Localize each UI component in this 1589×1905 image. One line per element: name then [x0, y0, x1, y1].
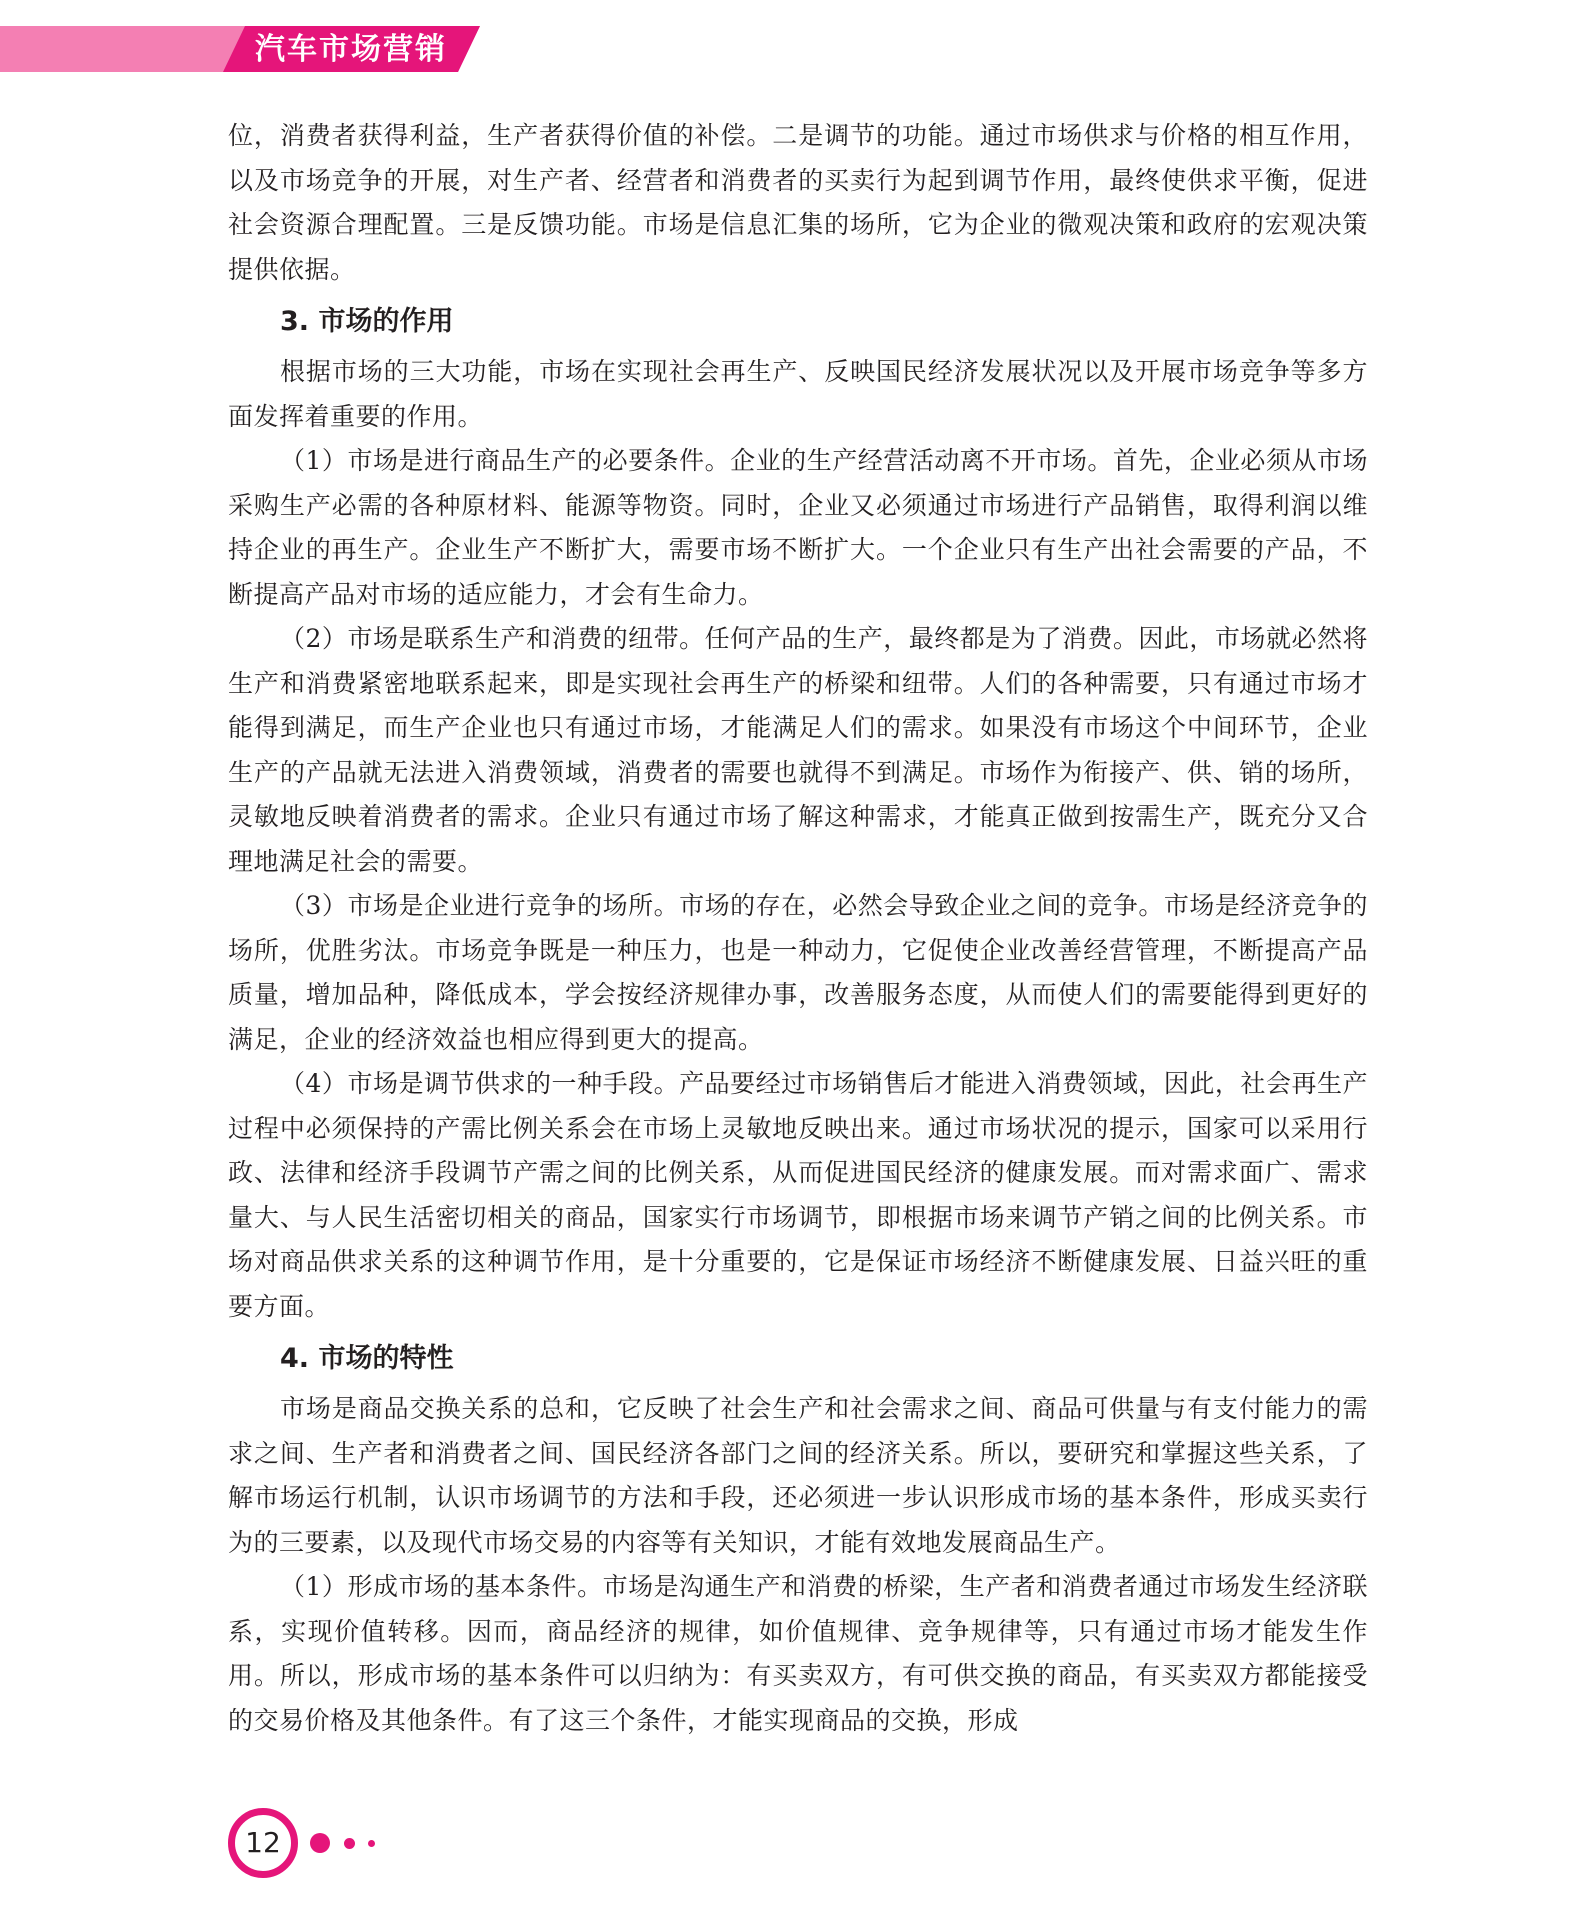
paragraph: （3）市场是企业进行竞争的场所。市场的存在，必然会导致企业之间的竞争。市场是经济竞争的场所，优胜劣汰。市场竞争既是一种压力，也是一种动力，它促使企业改善经营管理，不断提高产品质量，增加品种，降低成本，学会按经济规律办事，改善服务态度，从而使人们的需要能得到更好的满足，企业的经济效益也相应得到更大的提高。	[228, 891, 1368, 1054]
page-number: 12	[228, 1808, 298, 1878]
paragraph-continued: 位，消费者获得利益，生产者获得价值的补偿。二是调节的功能。通过市场供求与价格的相互作用，以及市场竞争的开展，对生产者、经营者和消费者的买卖行为起到调节作用，最终使供求平衡，促进社会资源合理配置。三是反馈功能。市场是信息汇集的场所，它为企业的微观决策和政府的宏观决策提供依据。	[228, 121, 1368, 284]
decorative-dot-large	[310, 1833, 330, 1853]
paragraph: 根据市场的三大功能，市场在实现社会再生产、反映国民经济发展状况以及开展市场竞争等多方面发挥着重要的作用。	[228, 357, 1368, 431]
paragraph: 市场是商品交换关系的总和，它反映了社会生产和社会需求之间、商品可供量与有支付能力的需求之间、生产者和消费者之间、国民经济各部门之间的经济关系。所以，要研究和掌握这些关系，了解市场运行机制，认识市场调节的方法和手段，还必须进一步认识形成市场的基本条件，形成买卖行为的三要素，以及现代市场交易的内容等有关知识，才能有效地发展商品生产。	[228, 1394, 1368, 1557]
page-body	[228, 114, 1368, 1743]
paragraph: （4）市场是调节供求的一种手段。产品要经过市场销售后才能进入消费领域，因此，社会再生产过程中必须保持的产需比例关系会在市场上灵敏地反映出来。通过市场状况的提示，国家可以采用行政、法律和经济手段调节产需之间的比例关系，从而促进国民经济的健康发展。而对需求面广、需求量大、与人民生活密切相关的商品，国家实行市场调节，即根据市场来调节产销之间的比例关系。市场对商品供求关系的这种调节作用，是十分重要的，它是保证市场经济不断健康发展、日益兴旺的重要方面。	[228, 1069, 1368, 1321]
section-heading-3: 3. 市场的作用	[280, 306, 454, 337]
section-heading-4: 4. 市场的特性	[280, 1343, 454, 1374]
book-title: 汽车市场营销	[255, 32, 447, 67]
paragraph: （2）市场是联系生产和消费的纽带。任何产品的生产，最终都是为了消费。因此，市场就必然将生产和消费紧密地联系起来，即是实现社会再生产的桥梁和纽带。人们的各种需要，只有通过市场才能得到满足，而生产企业也只有通过市场，才能满足人们的需求。如果没有市场这个中间环节，企业生产的产品就无法进入消费领域，消费者的需要也就得不到满足。市场作为衔接产、供、销的场所，灵敏地反映着消费者的需求。企业只有通过市场了解这种需求，才能真正做到按需生产，既充分又合理地满足社会的需要。	[228, 624, 1368, 876]
paragraph: （1）市场是进行商品生产的必要条件。企业的生产经营活动离不开市场。首先，企业必须从市场采购生产必需的各种原材料、能源等物资。同时，企业又必须通过市场进行产品销售，取得利润以维持企业的再生产。企业生产不断扩大，需要市场不断扩大。一个企业只有生产出社会需要的产品，不断提高产品对市场的适应能力，才会有生命力。	[228, 446, 1368, 609]
paragraph: （1）形成市场的基本条件。市场是沟通生产和消费的桥梁，生产者和消费者通过市场发生经济联系，实现价值转移。因而，商品经济的规律，如价值规律、竞争规律等，只有通过市场才能发生作用。所以，形成市场的基本条件可以归纳为：有买卖双方，有可供交换的商品，有买卖双方都能接受的交易价格及其他条件。有了这三个条件，才能实现商品的交换，形成	[228, 1572, 1368, 1735]
decorative-dot-medium	[344, 1838, 355, 1849]
decorative-dot-small	[368, 1840, 375, 1847]
